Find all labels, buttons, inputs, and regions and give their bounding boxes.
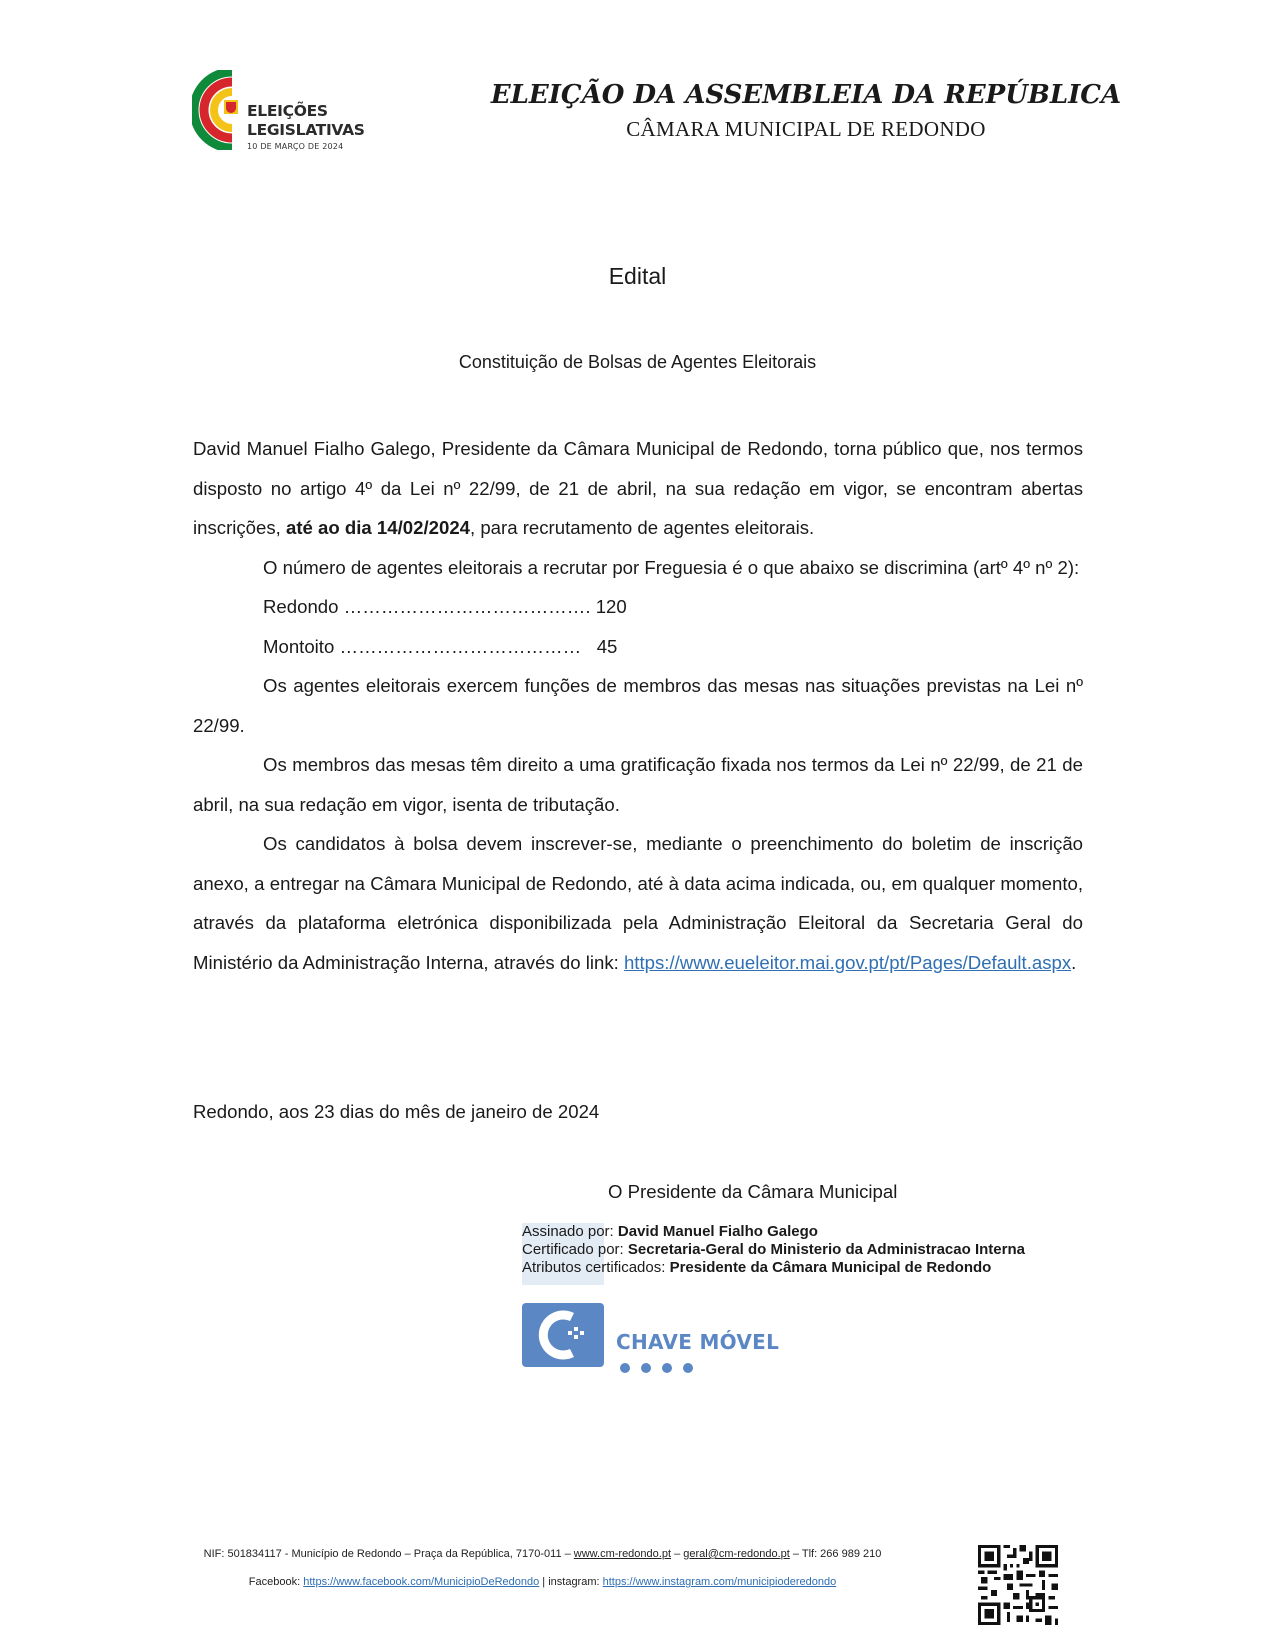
- attributes-line: [522, 1259, 1025, 1277]
- header-subtitle: CÂMARA MUNICIPAL DE REDONDO: [626, 117, 986, 141]
- logo-wordmark: [247, 102, 365, 151]
- paragraph-5: [193, 824, 1083, 982]
- paragraph-5-text: Os candidatos à bolsa devem inscrever-se, mediante o preenchimento do boletim de inscrição anexo, a entregar na Câmara Municipal de Redondo, até à data acima indicada, ou, em qualquer momento, através da plataforma eletrónica disponibilizada pela Administração Eleitoral da Secretaria Geral do Ministério da Administração Interna, através do link:: [193, 833, 1083, 973]
- certified-by-value: Secretaria-Geral do Ministerio da Administracao Interna: [627, 1241, 1025, 1258]
- footer-phone: – Tlf: 266 989 210: [789, 1548, 882, 1560]
- parish-row-montoito: [193, 627, 1083, 667]
- instagram-label: | instagram:: [539, 1576, 603, 1588]
- chave-movel-label: CHAVE MÓVEL: [616, 1330, 780, 1354]
- logo-line-2: LEGISLATIVAS: [247, 121, 365, 139]
- signatory-title: O Presidente da Câmara Municipal: [608, 1181, 898, 1202]
- attributes-value: Presidente da Câmara Municipal de Redondo: [669, 1259, 992, 1276]
- signed-by-line: [522, 1223, 1025, 1241]
- paragraph-3: Os agentes eleitorais exercem funções de membros das mesas nas situações previstas na Lei nº 22/99.: [193, 675, 1083, 736]
- paragraph-1-end: , para recrutamento de agentes eleitorais.: [470, 517, 815, 538]
- paragraph-2: O número de agentes eleitorais a recrutar por Freguesia é o que abaixo se discrimina (artº 4º nº 2):: [263, 556, 1080, 578]
- logo-line-1: ELEIÇÕES: [247, 102, 328, 120]
- parish-count: 120: [595, 596, 627, 617]
- signed-by-value: David Manuel Fialho Galego: [617, 1223, 818, 1240]
- elections-logo: [192, 70, 372, 156]
- facebook-label: Facebook:: [248, 1576, 304, 1588]
- link-suffix: .: [1071, 951, 1077, 973]
- instagram-link[interactable]: https://www.instagram.com/municipioderedondo: [602, 1576, 837, 1588]
- digital-signature: [522, 1223, 1025, 1277]
- footer-nif-address: NIF: 501834117 - Município de Redondo – Praça da República, 7170-011 –: [203, 1548, 574, 1560]
- parish-count: 45: [596, 635, 618, 657]
- elections-emblem-icon: [192, 70, 252, 150]
- document-body: [193, 429, 1083, 982]
- place-and-date: Redondo, aos 23 dias do mês de janeiro de 2024: [193, 1101, 600, 1122]
- paragraph-4: Os membros das mesas têm direito a uma gratificação fixada nos termos da Lei nº 22/99, de 21 de abril, na sua redação em vigor, isenta de tributação.: [193, 754, 1083, 815]
- footer-social: [0, 1576, 1085, 1588]
- footer-website-link[interactable]: www.cm-redondo.pt: [573, 1548, 672, 1560]
- document-title: Edital: [608, 263, 667, 289]
- chave-movel-logo-icon: [522, 1303, 604, 1367]
- document-subtitle: Constituição de Bolsas de Agentes Eleitorais: [458, 352, 817, 372]
- chave-movel-dots: [620, 1358, 704, 1377]
- certified-by-line: [522, 1241, 1025, 1259]
- footer-separator: –: [671, 1548, 684, 1560]
- header-title: ELEIÇÃO DA ASSEMBLEIA DA REPÚBLICA: [490, 80, 1122, 110]
- certified-by-label: Certificado por:: [522, 1241, 624, 1258]
- eueleitor-link[interactable]: https://www.eueleitor.mai.gov.pt/pt/Pages/Default.aspx: [623, 951, 1072, 973]
- parish-label: Redondo ………………………………….: [263, 596, 591, 617]
- paragraph-1: [193, 429, 1083, 548]
- attributes-label: Atributos certificados:: [522, 1259, 666, 1276]
- footer-email-link[interactable]: geral@cm-redondo.pt: [683, 1548, 790, 1560]
- deadline-date: até ao dia 14/02/2024: [286, 517, 470, 538]
- paragraph-1-text: David Manuel Fialho Galego, Presidente da Câmara Municipal de Redondo, torna público que, nos termos disposto no artigo 4º da Lei nº 22/99, de 21 de abril, na sua redação em vigor, se encontram abertas inscrições,: [193, 438, 1083, 538]
- logo-date: 10 DE MARÇO DE 2024: [247, 142, 344, 151]
- footer-contacts: [0, 1548, 1085, 1560]
- qr-code-icon: [978, 1545, 1058, 1625]
- parish-label: Montoito …………………………………: [263, 635, 582, 657]
- signed-by-label: Assinado por:: [522, 1223, 614, 1240]
- parish-row-redondo: [193, 587, 1083, 627]
- facebook-link[interactable]: https://www.facebook.com/MunicipioDeRedondo: [303, 1576, 540, 1588]
